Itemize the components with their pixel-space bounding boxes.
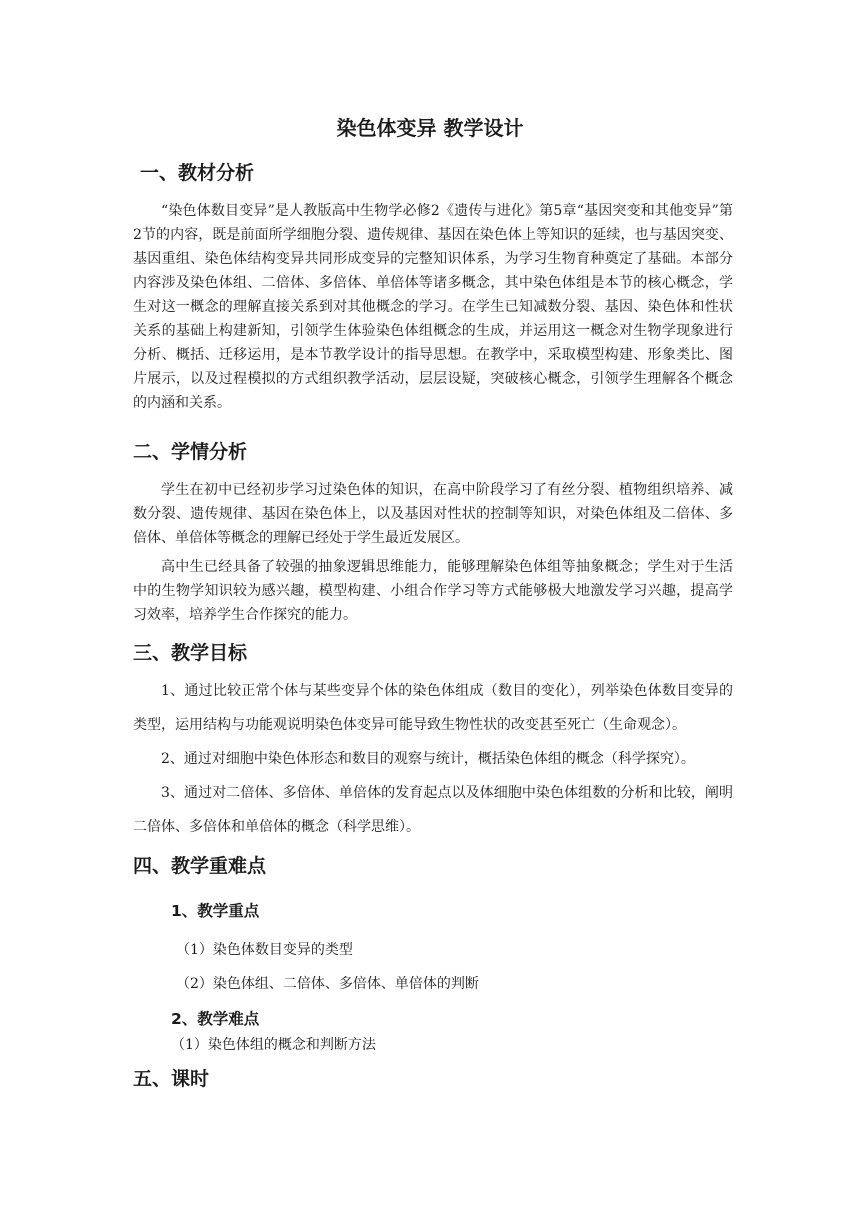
section-heading-textbook-analysis: 一、教材分析 bbox=[140, 162, 255, 184]
document-title: 染色体变异 教学设计 bbox=[336, 116, 524, 140]
section-heading-teaching-goals: 三、教学目标 bbox=[133, 642, 248, 664]
goal-item-2: 2、通过对细胞中染色体形态和数目的观察与统计，概括染色体组的概念（科学探究）。 bbox=[161, 751, 695, 767]
key-point-item-1: （1）染色体数目变异的类型 bbox=[176, 942, 353, 958]
key-point-item-2: （2）染色体组、二倍体、多倍体、单倍体的判断 bbox=[176, 976, 479, 992]
subheading-key-points: 1、教学重点 bbox=[171, 902, 260, 920]
section-heading-key-difficult-points: 四、教学重难点 bbox=[133, 855, 267, 877]
subheading-difficult-points: 2、教学难点 bbox=[171, 1010, 260, 1028]
goal-item-3: 3、通过对二倍体、多倍体、单倍体的发育起点以及体细胞中染色体组数的分析和比较，阐明二倍体、多倍体和单倍体的概念（科学思维）。 bbox=[133, 785, 733, 835]
paragraph-student-analysis-2: 高中生已经具备了较强的抽象逻辑思维能力，能够理解染色体组等抽象概念；学生对于生活中的生物学知识较为感兴趣，模型构建、小组合作学习等方式能够极大地激发学习兴趣，提高学习效率，培养学生合作探究的能力。 bbox=[133, 559, 733, 623]
section-heading-student-analysis: 二、学情分析 bbox=[133, 441, 248, 463]
paragraph-textbook-analysis: “染色体数目变异”是人教版高中生物学必修2《遗传与进化》第5章“基因突变和其他变异”第2节的内容，既是前面所学细胞分裂、遗传规律、基因在染色体上等知识的延续，也与基因突变、基因重组、染色体结构变异共同形成变异的完整知识体系，为学习生物育种奠定了基础。本部分内容涉及染色体组、二倍体、多倍体、单倍体等诸多概念，其中染色体组是本节的核心概念，学生对这一概念的理解直接关系到对其他概念的学习。在学生已知减数分裂、基因、染色体和性状关系的基础上构建新知，引领学生体验染色体组概念的生成，并运用这一概念对生物学现象进行分析、概括、迁移运用，是本节教学设计的指导思想。在教学中，采取模型构建、形象类比、图片展示，以及过程模拟的方式组织教学活动，层层设疑，突破核心概念，引领学生理解各个概念的内涵和关系。 bbox=[133, 203, 733, 411]
goal-item-1: 1、通过比较正常个体与某些变异个体的染色体组成（数目的变化），列举染色体数目变异的类型，运用结构与功能观说明染色体变异可能导致生物性状的改变甚至死亡（生命观念）。 bbox=[133, 683, 733, 733]
section-heading-class-hours: 五、课时 bbox=[133, 1068, 210, 1090]
difficult-point-item-1: （1）染色体组的概念和判断方法 bbox=[171, 1037, 376, 1053]
paragraph-student-analysis-1: 学生在初中已经初步学习过染色体的知识，在高中阶段学习了有丝分裂、植物组织培养、减数分裂、遗传规律、基因在染色体上，以及基因对性状的控制等知识，对染色体组及二倍体、多倍体、单倍体等概念的理解已经处于学生最近发展区。 bbox=[133, 482, 733, 546]
